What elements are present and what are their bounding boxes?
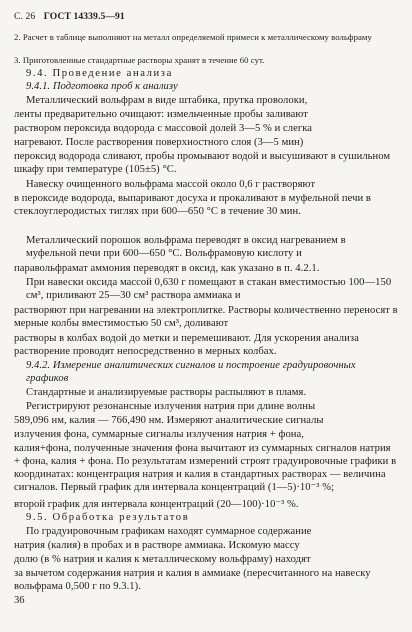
body-line: излучения фона, суммарные сигналы излучения натрия + фона, [14, 429, 304, 440]
body-paragraph: за вычетом содержания натрия и калия в аммиаке (пересчитанного на навеску вольфрама 0,500 г по 9.3.1). [14, 568, 371, 592]
body-line: Регистрируют резонансные излучения натрия при длине волны [26, 401, 316, 412]
body-line: Металлический вольфрам в виде штабика, прутка проволоки, [26, 95, 308, 106]
body-paragraph: При навески оксида массой 0,630 г помещают в стакан вместимостью 100—150 см³, приливают 25—30 см³ раствора аммиака и [26, 277, 392, 301]
body-line: раствором пероксида водорода с массовой долей 3—5 % и слегка [14, 123, 313, 134]
body-paragraph: пероксид водорода сливают, пробы промывают водой и высушивают в сушильном шкафу при температуре (105±5) °С. [14, 151, 391, 175]
note-3: 3. Приготовленные стандартные растворы хранят в течение 60 сут. [14, 55, 265, 65]
body-paragraph: Металлический порошок вольфрама переводят в оксид нагреванием в муфельной печи при 600—650 °С. Вольфрамовую кислоту и [26, 235, 346, 259]
section-heading-9-4: 9.4. Проведение анализа [26, 68, 173, 79]
body-line: второй график для интервала концентраций (20—100)·10⁻³ %. [14, 499, 299, 510]
body-paragraph: калия+фона, полученные значения фона вычитают из суммарных сигналов натрия + фона, калия + фона. По результатам измерений строят градуировочные графики в координатах: концентрация натрия и калия в стандартных растворах — величина сигналов. Первый график для интервала концентраций (1—5)·10⁻³ %; [14, 443, 397, 493]
body-line: паравольфрамат аммония переводят в оксид, как указано в п. 4.2.1. [14, 263, 320, 274]
subsection-heading-9-4-2: 9.4.2. Измерение аналитических сигналов и построение градуировочных графиков [26, 360, 356, 384]
body-paragraph: в пероксиде водорода, выпаривают досуха и прокаливают в муфельной печи в стеклоуглеродистых тиглях при 600—650 °С в течение 30 мин. [14, 193, 371, 217]
section-heading-9-5: 9.5. Обработка результатов [26, 512, 190, 523]
note-2: 2. Расчет в таблице выполняют на металл определяемой примеси к металлическому вольфраму [14, 32, 372, 42]
body-line: По градуировочным графикам находят суммарное содержание [26, 526, 312, 537]
page-label: С. 26 [14, 11, 36, 22]
body-line: долю (в % натрия и калия к металлическому вольфраму) находят [14, 554, 311, 565]
body-line: ленты предварительно очищают: измельченные пробы заливают [14, 109, 308, 120]
standard-number: ГОСТ 14339.5—91 [43, 11, 125, 22]
body-line: Навеску очищенного вольфрама массой около 0,6 г растворяют [26, 179, 316, 190]
body-line: Стандартные и анализируемые растворы распыляют в пламя. [26, 387, 307, 398]
body-paragraph: растворяют при нагревании на электроплитке. Растворы количественно переносят в мерные колбы вместимостью 50 см³, доливают [14, 305, 398, 329]
body-line: натрия (калия) в пробах и в растворе аммиака. Искомую массу [14, 540, 300, 551]
body-line: нагревают. После растворения поверхностного слоя (3—5 мин) [14, 137, 304, 148]
running-header [14, 11, 125, 22]
page-number: 36 [14, 595, 25, 606]
body-paragraph: растворы в колбах водой до метки и перемешивают. Для ускорения анализа растворение проводят непосредственно в мерных колбах. [14, 333, 359, 357]
body-line: 589,096 нм, калия — 766,490 нм. Измеряют аналитические сигналы [14, 415, 324, 426]
subsection-heading-9-4-1: 9.4.1. Подготовка проб к анализу [26, 81, 178, 92]
